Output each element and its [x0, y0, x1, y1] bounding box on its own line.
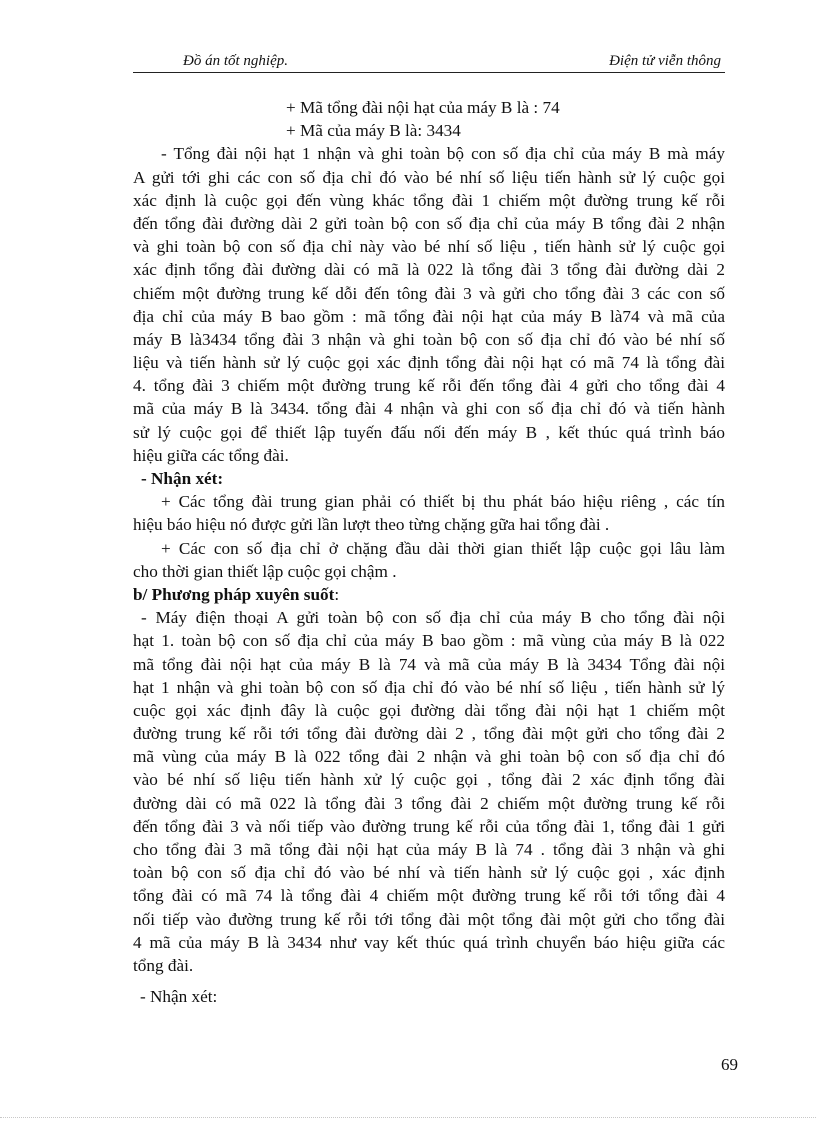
paragraph-line: nối tiếp vào đường trung kế rỗi tới tổng đài một tổng đài một gửi cho tổng đài	[133, 909, 725, 929]
remark-point-line: cho thời gian thiết lập cuộc gọi chậm .	[133, 561, 397, 581]
paragraph-line: 4. tổng đài 3 chiếm một đường trung kế rỗi đến tổng đài 4 gửi cho tổng đài 4	[133, 376, 725, 396]
header-left-title: Đồ án tốt nghiệp.	[183, 53, 288, 69]
paragraph-line: địa chỉ của máy B bao gồm : mã tổng đài nội hạt của máy B là74 và mã của	[133, 306, 725, 326]
paragraph-line: hạt 1. toàn bộ con số địa chỉ của máy B bao gồm : mã vùng của máy B là 022	[133, 631, 725, 651]
code-line: + Mã của máy B là: 3434	[286, 121, 461, 141]
paragraph-line: chiếm một đường trung kế dỗi đến tông đài 3 và gửi cho tổng đài 3 các con số	[133, 283, 725, 303]
paragraph-line: hiệu giữa các tổng đài.	[133, 445, 289, 465]
paragraph-line: tổng đài có mã 74 là tổng đài 4 chiếm một đường trung kế rỗi tới tổng đài 4	[133, 886, 725, 906]
footer-divider	[0, 1117, 816, 1118]
paragraph-line: mã của máy B là 3434. tổng đài 4 nhận và ghi con số địa chỉ đó và tiến hành	[133, 399, 725, 419]
paragraph-line: hạt 1 nhận và ghi toàn bộ con số địa chỉ đó vào bé nhí số liệu , tiến hành sử lý	[133, 677, 725, 697]
remark-point-line: + Các con số địa chỉ ở chặng đầu dài thời gian thiết lập cuộc gọi lâu làm	[161, 538, 725, 558]
body-text	[133, 96, 725, 977]
section-heading-text: b/ Phương pháp xuyên suốt	[133, 584, 335, 604]
page-header	[133, 50, 725, 73]
paragraph-line: đến tổng đài đường dài 2 gửi toàn bộ con số địa chỉ của máy B tổng đài 2 nhận	[133, 213, 725, 233]
page-number: 69	[721, 1055, 738, 1074]
paragraph-line: đường trung kế rỗi tới tổng đài đường dài 2 , tổng đài một gửi cho tổng đài 2	[133, 724, 725, 744]
paragraph-line: vào bé nhí số liệu tiến hành xử lý cuộc gọi , tổng đài 2 xác định tổng đài	[133, 770, 725, 790]
paragraph-line: - Máy điện thoại A gửi toàn bộ con số địa chỉ của máy B cho tổng đài nội	[141, 608, 725, 628]
paragraph-line: cho tổng đài 3 mã tổng đài nội hạt của máy B là 74 . tổng đài 3 nhận và ghi	[133, 840, 725, 859]
paragraph-line: 4 mã của máy B là 3434 như vay kết thúc quá trình chuyển báo hiệu giữa các	[133, 932, 725, 952]
paragraph-line: sử lý cuộc gọi để thiết lập tuyến đấu nối đến máy B , kết thúc quá trình báo	[133, 422, 725, 442]
paragraph-line: tổng đài.	[133, 955, 194, 975]
remark-heading-final: - Nhận xét:	[140, 987, 218, 1006]
paragraph-line: đường dài có mã 022 là tổng đài 3 tổng đài 2 chiếm một đường trung kế rỗi	[133, 793, 725, 813]
paragraph-line: mã tổng đài nội hạt của máy B là 74 và mã của máy B là 3434 Tổng đài nội	[133, 654, 725, 674]
code-line: + Mã tổng đài nội hạt của máy B là : 74	[286, 98, 560, 117]
paragraph-line: toàn bộ con số địa chỉ đó vào bé nhí và tiến hành sử lý cuộc gọi , xác định	[133, 863, 725, 883]
remark-heading: - Nhận xét:	[141, 469, 224, 488]
remark-point-line: hiệu báo hiệu nó được gửi lần lượt theo từng chặng gữa hai tổng đài .	[133, 515, 610, 535]
paragraph-line: A gửi tới ghi các con số địa chỉ đó vào bé nhí số liệu tiến hành sử lý cuộc gọi	[133, 167, 725, 187]
paragraph-line: xác định tổng đài đường dài có mã là 022 là tổng đài 3 tổng đài đường dài 2	[133, 260, 725, 280]
paragraph-line: xác định là cuộc gọi đến vùng khác tổng đài 1 chiếm một đường trung kế rỗi	[133, 190, 725, 210]
header-right-title: Điện tử viễn thông	[609, 53, 721, 69]
paragraph-line: và ghi toàn bộ con số địa chỉ này vào bé nhí số liệu , tiến hành sử lý cuộc gọi	[133, 237, 725, 257]
paragraph-line: mã vùng của máy B là 022 tổng đài 2 nhận và ghi toàn bộ con số địa chỉ đó	[133, 747, 725, 767]
section-heading-colon: :	[334, 584, 340, 604]
paragraph-line: đến tổng đài 3 và nối tiếp vào đường trung kế rỗi của tổng đài 1, tổng đài 1 gửi	[133, 816, 725, 836]
paragraph-line: liệu và tiến hành sử lý cuộc gọi xác định tổng đài nội hạt có mã 74 là tổng đài	[133, 353, 725, 373]
paragraph-line: - Tổng đài nội hạt 1 nhận và ghi toàn bộ con số địa chỉ của máy B mà máy	[161, 144, 725, 164]
paragraph-line: cuộc gọi xác định đây là cuộc gọi đường dài tổng đài nội hạt 1 chiếm một	[133, 700, 725, 720]
section-heading	[133, 583, 725, 606]
paragraph-line: máy B là3434 tổng đài 3 nhận và ghi toàn bộ con số địa chỉ đó vào bé nhí số	[133, 329, 725, 349]
remark-point-line: + Các tổng đài trung gian phải có thiết bị thu phát báo hiệu riêng , các tín	[161, 492, 725, 512]
